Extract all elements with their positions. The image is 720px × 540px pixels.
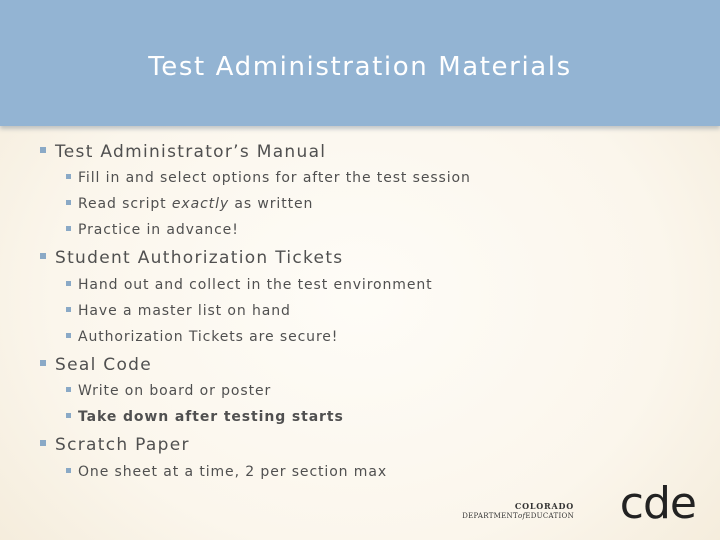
section-label: Test Administrator’s Manual	[55, 142, 327, 162]
bullet-level2	[66, 409, 344, 425]
logo-line1: COLORADO	[514, 501, 574, 511]
item-emphasis: exactly	[171, 196, 230, 212]
bullet-level2	[66, 196, 313, 212]
bullet-level2	[66, 222, 239, 238]
square-bullet-icon	[66, 468, 71, 473]
bullet-level2	[66, 464, 387, 480]
logo-word: DEPARTMENT	[462, 512, 518, 520]
item-text: Take down after testing starts	[78, 409, 344, 425]
logo-word: EDUCATION	[525, 512, 574, 520]
square-bullet-icon	[40, 253, 46, 259]
bullet-level2	[66, 170, 471, 186]
item-text: as written	[229, 196, 314, 212]
square-bullet-icon	[66, 307, 71, 312]
item-text: Fill in and select options for after the test session	[78, 170, 471, 186]
bullet-level1	[40, 142, 326, 162]
slide-title: Test Administration Materials	[148, 52, 572, 82]
square-bullet-icon	[40, 360, 46, 366]
square-bullet-icon	[40, 440, 46, 446]
item-text: Practice in advance!	[78, 222, 239, 238]
section-label: Student Authorization Tickets	[55, 248, 344, 268]
square-bullet-icon	[66, 226, 71, 231]
logo-mark: cde	[619, 478, 696, 529]
bullet-level1	[40, 248, 343, 268]
item-text: Authorization Tickets are secure!	[78, 329, 339, 345]
square-bullet-icon	[66, 200, 71, 205]
bullet-level1	[40, 355, 152, 375]
item-text: Read script	[78, 196, 172, 212]
item-text: Have a master list on hand	[78, 303, 291, 319]
logo-line2	[462, 512, 574, 520]
square-bullet-icon	[40, 147, 46, 153]
bullet-level1	[40, 435, 190, 455]
bullet-level2	[66, 303, 291, 319]
cde-logo	[462, 478, 696, 529]
square-bullet-icon	[66, 174, 71, 179]
item-text: Write on board or poster	[78, 383, 272, 399]
bullet-level2	[66, 277, 433, 293]
square-bullet-icon	[66, 413, 71, 418]
section-label: Scratch Paper	[55, 435, 190, 455]
bullet-level2	[66, 383, 271, 399]
item-text: Hand out and collect in the test environment	[78, 277, 433, 293]
section-label: Seal Code	[55, 355, 153, 375]
square-bullet-icon	[66, 281, 71, 286]
square-bullet-icon	[66, 387, 71, 392]
bullet-level2	[66, 329, 338, 345]
item-text: One sheet at a time, 2 per section max	[78, 464, 388, 480]
square-bullet-icon	[66, 333, 71, 338]
logo-word: of	[517, 512, 526, 520]
